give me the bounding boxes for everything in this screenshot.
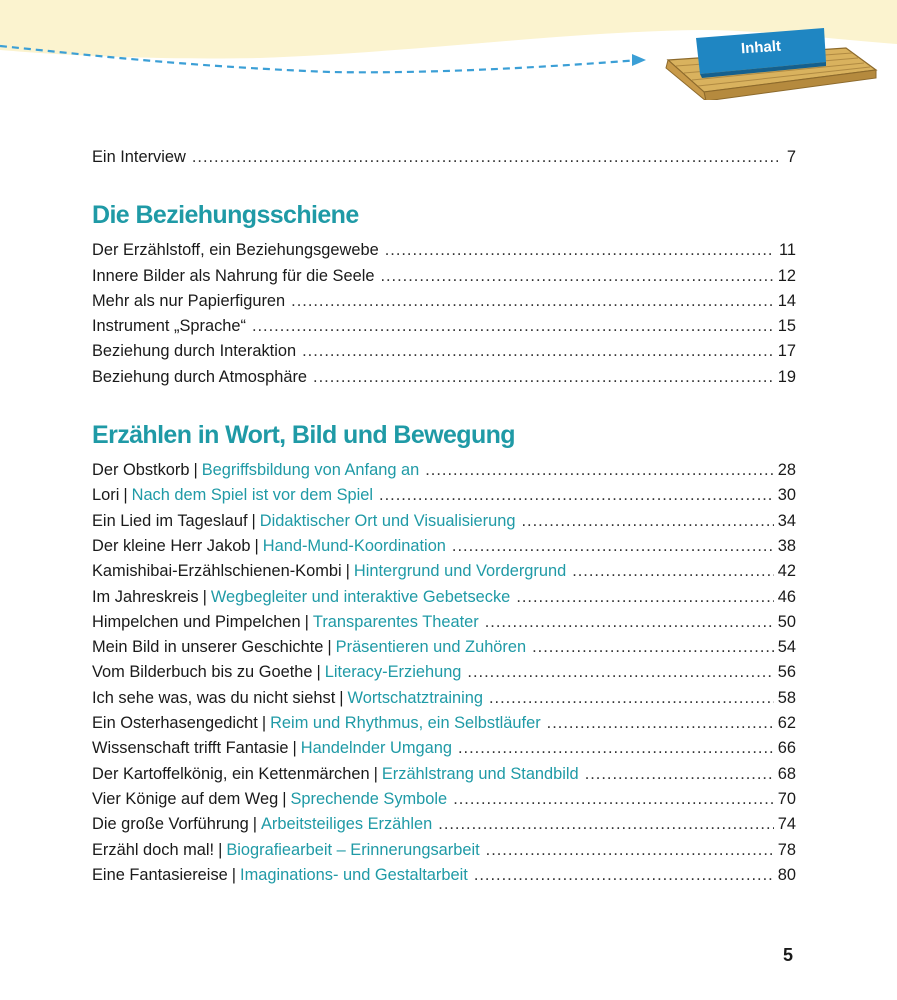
dot-leader [572,562,774,581]
toc-entry [92,765,796,790]
separator: | [345,562,350,581]
entry-page: 46 [777,587,796,606]
entry-subtitle: Handelnder Umgang [300,739,452,758]
separator: | [193,461,198,480]
separator: | [327,638,332,657]
dot-leader [489,689,774,708]
toc-entry [92,866,796,891]
entry-title: Mein Bild in unserer Geschichte [92,638,324,657]
entry-title: Ein Interview [92,148,186,166]
separator: | [304,612,309,631]
entry-subtitle: Transparentes Theater [312,612,479,631]
section-heading: Die Beziehungsschiene [92,201,359,230]
toc-entry [92,613,796,638]
section-heading: Erzählen in Wort, Bild und Bewegung [92,421,515,450]
toc-entry [92,815,796,840]
entry-title: Beziehung durch Interaktion [92,342,297,361]
dot-leader [302,342,774,361]
entry-title: Der Erzählstoff, ein Beziehungsgewebe [92,241,379,260]
toc-entry [92,562,796,587]
dot-leader [252,317,774,336]
dot-leader [192,148,778,167]
entry-page: 42 [777,562,796,581]
separator: | [202,587,207,606]
separator: | [292,739,297,758]
toc-entry [92,588,796,613]
separator: | [316,663,321,682]
entry-subtitle: Präsentieren und Zuhören [335,638,527,657]
entry-subtitle: Biografiearbeit – Erinnerungsarbeit [226,840,480,859]
toc-entry [92,714,796,739]
toc-entry [92,663,796,688]
entry-page: 19 [777,367,796,386]
entry-subtitle: Didaktischer Ort und Visualisierung [259,511,516,530]
toc-entry [92,512,796,537]
arrow-head-icon [632,54,646,66]
entry-title: Ein Osterhasengedicht [92,714,258,733]
entry-page: 54 [777,638,796,657]
entry-page: 74 [777,815,796,834]
toc-entry [92,790,796,815]
entry-page: 62 [777,714,796,733]
entry-page: 58 [777,688,796,707]
table-of-contents [92,148,796,891]
entry-subtitle: Arbeitsteiliges Erzählen [260,815,433,834]
toc-entry [92,317,796,342]
dot-leader [379,486,774,505]
entry-subtitle: Imaginations- und Gestaltarbeit [240,865,468,884]
toc-entry [92,148,796,173]
separator: | [339,688,344,707]
entry-subtitle: Literacy-Erziehung [324,663,462,682]
entry-title: Der Kartoffelkönig, ein Kettenmärchen [92,764,370,783]
toc-entry [92,342,796,367]
dot-leader [467,663,773,682]
entry-page: 30 [777,486,796,505]
entry-page: 15 [777,317,796,336]
entry-subtitle: Wortschatztraining [347,688,483,707]
dot-leader [438,815,774,834]
dot-leader [291,292,774,311]
entry-title: Wissenschaft trifft Fantasie [92,739,289,758]
separator: | [282,789,287,808]
entry-page: 17 [777,342,796,361]
entry-subtitle: Wegbegleiter und interaktive Gebetsecke [210,587,511,606]
entry-title: Ein Lied im Tageslauf [92,511,248,530]
entry-title: Im Jahreskreis [92,587,199,606]
entry-page: 66 [777,739,796,758]
dot-leader [474,866,774,885]
toc-entry [92,368,796,393]
entry-page: 12 [777,266,796,285]
page-number: 5 [782,945,793,965]
separator: | [251,511,256,530]
entry-title: Der kleine Herr Jakob [92,536,251,555]
dot-leader [547,714,774,733]
separator: | [123,486,128,505]
entry-page: 68 [777,764,796,783]
toc-entry [92,486,796,511]
toc-entry [92,241,796,266]
separator: | [254,536,259,555]
entry-title: Der Obstkorb [92,461,190,480]
toc-entry [92,841,796,866]
entry-subtitle: Begriffsbildung von Anfang an [201,461,420,480]
separator: | [218,840,223,859]
entry-subtitle: Erzählstrang und Standbild [381,764,579,783]
entry-page: 56 [777,663,796,682]
dot-leader [313,368,774,387]
entry-title: Vier Könige auf dem Weg [92,789,279,808]
dot-leader [532,638,774,657]
dot-leader [585,765,774,784]
dot-leader [486,841,774,860]
inhalt-tab-label: Inhalt [740,37,782,58]
toc-entry [92,638,796,663]
entry-page: 14 [777,291,796,310]
entry-page: 28 [777,461,796,480]
dot-leader [380,267,773,286]
dot-leader [485,613,774,632]
dot-leader [453,790,774,809]
dot-leader [516,588,773,607]
entry-subtitle: Hand-Mund-Koordination [262,536,446,555]
entry-title: Eine Fantasiereise [92,865,228,884]
dot-leader [452,537,774,556]
entry-title: Innere Bilder als Nahrung für die Seele [92,266,375,285]
separator: | [231,865,237,884]
entry-page: 78 [777,840,796,859]
toc-entry [92,537,796,562]
entry-page: 38 [777,536,796,555]
toc-entry [92,461,796,486]
entry-subtitle: Reim und Rhythmus, ein Selbstläufer [270,714,541,733]
entry-title: Lori [92,486,120,505]
entry-title: Beziehung durch Atmosphäre [92,367,308,386]
entry-page: 34 [777,511,796,530]
toc-entry [92,267,796,292]
toc-entry [92,689,796,714]
entry-title: Vom Bilderbuch bis zu Goethe [92,663,313,682]
dot-leader [521,512,773,531]
entry-subtitle: Hintergrund und Vordergrund [353,562,567,581]
entry-subtitle: Sprechende Symbole [290,789,448,808]
separator: | [373,764,378,783]
dot-leader [385,241,775,260]
dot-leader [425,461,774,480]
entry-page: 70 [777,789,796,808]
entry-title: Himpelchen und Pimpelchen [92,612,301,631]
entry-title: Mehr als nur Papierfiguren [92,291,286,310]
toc-entry [92,292,796,317]
entry-page: 7 [786,148,796,166]
entry-title: Kamishibai-Erzählschienen-Kombi [92,562,342,581]
entry-page: 50 [777,612,796,631]
entry-page: 80 [777,865,796,884]
dot-leader [458,739,774,758]
toc-entry [92,739,796,764]
entry-title: Erzähl doch mal! [92,840,215,859]
entry-subtitle: Nach dem Spiel ist vor dem Spiel [131,486,374,505]
entry-title: Ich sehe was, was du nicht siehst [92,688,336,707]
entry-title: Instrument „Sprache“ [92,317,246,336]
separator: | [252,815,257,834]
entry-page: 11 [778,241,796,260]
separator: | [261,714,267,733]
entry-title: Die große Vorführung [92,815,249,834]
